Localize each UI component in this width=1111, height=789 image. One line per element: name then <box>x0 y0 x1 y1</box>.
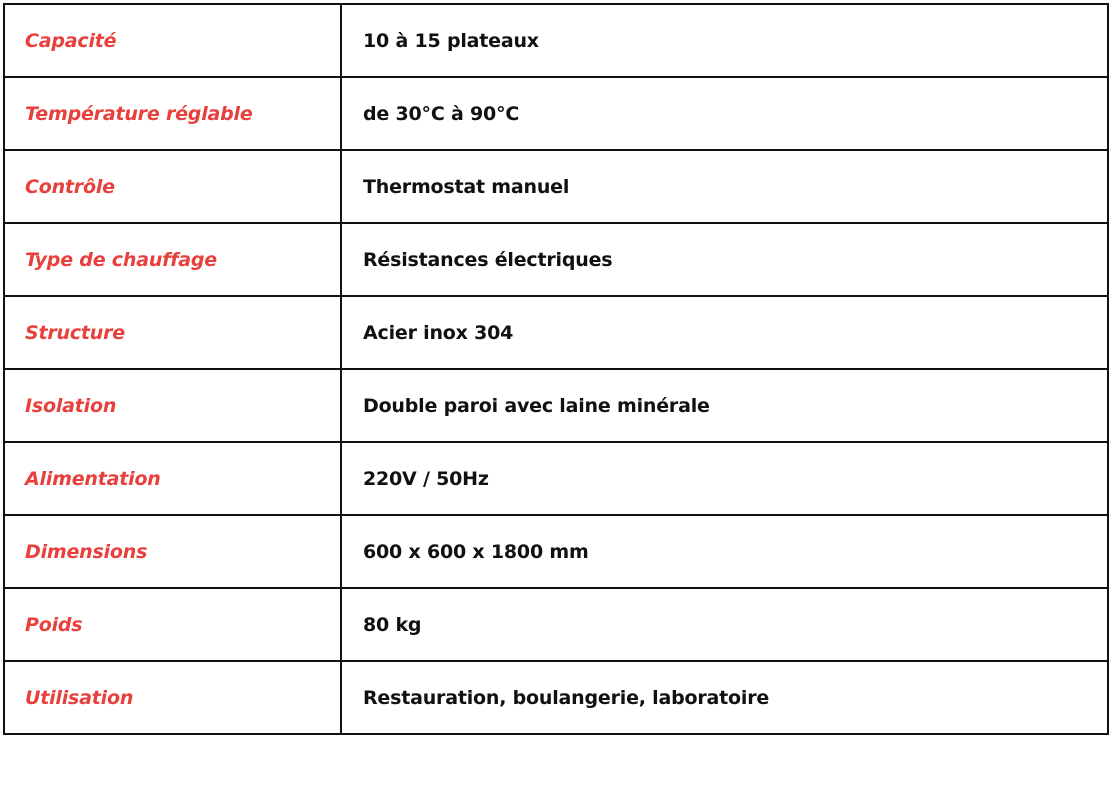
table-row <box>4 296 1108 369</box>
spec-value: Acier inox 304 <box>341 296 1108 369</box>
table-row <box>4 4 1108 77</box>
spec-label: Utilisation <box>4 661 341 734</box>
spec-value: 220V / 50Hz <box>341 442 1108 515</box>
table-row <box>4 150 1108 223</box>
table-row <box>4 223 1108 296</box>
table-row <box>4 588 1108 661</box>
spec-table <box>3 3 1109 735</box>
spec-value: Résistances électriques <box>341 223 1108 296</box>
spec-label: Isolation <box>4 369 341 442</box>
spec-label: Type de chauffage <box>4 223 341 296</box>
spec-value: 80 kg <box>341 588 1108 661</box>
spec-value: Double paroi avec laine minérale <box>341 369 1108 442</box>
spec-value: Restauration, boulangerie, laboratoire <box>341 661 1108 734</box>
table-row <box>4 369 1108 442</box>
spec-label: Structure <box>4 296 341 369</box>
spec-label: Capacité <box>4 4 341 77</box>
spec-label: Température réglable <box>4 77 341 150</box>
spec-value: 600 x 600 x 1800 mm <box>341 515 1108 588</box>
spec-label: Dimensions <box>4 515 341 588</box>
table-row <box>4 515 1108 588</box>
spec-value: Thermostat manuel <box>341 150 1108 223</box>
table-row <box>4 77 1108 150</box>
spec-label: Contrôle <box>4 150 341 223</box>
table-row <box>4 661 1108 734</box>
spec-label: Poids <box>4 588 341 661</box>
spec-value: 10 à 15 plateaux <box>341 4 1108 77</box>
table-row <box>4 442 1108 515</box>
spec-value: de 30°C à 90°C <box>341 77 1108 150</box>
spec-label: Alimentation <box>4 442 341 515</box>
